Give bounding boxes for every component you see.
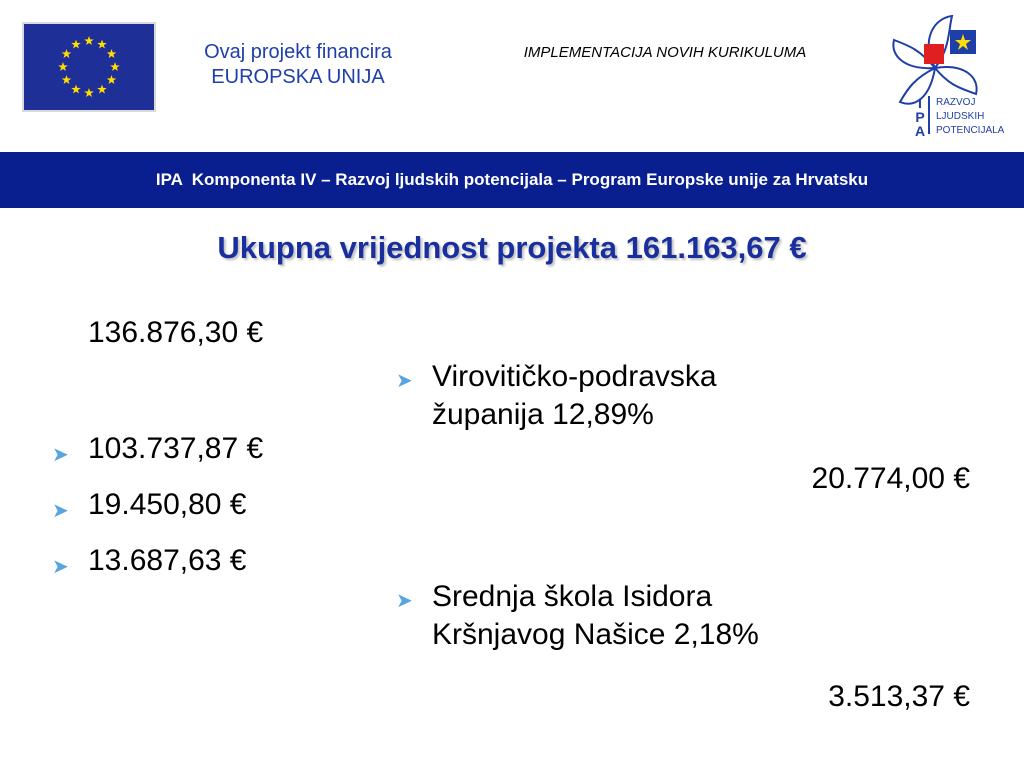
left-bullet-value: 13.687,63 € — [88, 544, 247, 577]
eu-star-icon — [107, 49, 117, 58]
eu-star-icon — [58, 62, 68, 71]
county-share-line-2: županija 12,89% — [432, 398, 654, 431]
left-bullet-value: 19.450,80 € — [88, 488, 247, 521]
program-title: IMPLEMENTACIJA NOVIH KURIKULUMA — [523, 44, 807, 61]
ipa-word: RAZVOJ — [936, 97, 976, 108]
bullet-arrow-icon: ➤ — [396, 590, 413, 612]
eu-star-icon — [97, 85, 107, 94]
eu-star-icon — [84, 88, 94, 97]
eu-star-icon — [62, 49, 72, 58]
banner-text: IPA Komponenta IV – Razvoj ljudskih potencijala – Program Europske unije za Hrvatsku — [155, 170, 869, 189]
ipa-logo-letters — [910, 96, 930, 138]
eu-star-icon — [97, 39, 107, 48]
bullet-arrow-icon: ➤ — [52, 444, 69, 466]
county-amount: 20.774,00 € — [811, 462, 970, 495]
ipa-letter: A — [914, 123, 926, 139]
school-amount: 3.513,37 € — [828, 680, 970, 713]
eu-star-icon — [107, 75, 117, 84]
county-share — [432, 358, 717, 434]
school-share-line-2: Kršnjavog Našice 2,18% — [432, 618, 759, 651]
funding-statement — [168, 40, 428, 90]
bullet-arrow-icon: ➤ — [396, 370, 413, 392]
eu-star-icon — [71, 85, 81, 94]
county-share-line-1: Virovitičko-podravska — [432, 360, 717, 393]
eu-flag-icon — [22, 22, 156, 112]
funding-line-1: Ovaj projekt financira — [204, 41, 392, 63]
left-bullet-value: 103.737,87 € — [88, 432, 264, 465]
bullet-arrow-icon: ➤ — [52, 500, 69, 522]
total-value-top: 136.876,30 € — [88, 316, 264, 349]
ipa-word: POTENCIJALA — [936, 125, 1005, 136]
eu-star-icon — [71, 39, 81, 48]
ipa-word: LJUDSKIH — [936, 111, 985, 122]
funding-line-2: EUROPSKA UNIJA — [211, 66, 385, 88]
eu-star-icon — [110, 62, 120, 71]
ipa-letter: P — [915, 109, 925, 125]
school-share-line-1: Srednja škola Isidora — [432, 580, 713, 613]
eu-star-icon — [84, 36, 94, 45]
eu-star-icon — [62, 75, 72, 84]
ipa-logo-words — [936, 96, 1016, 138]
slide-title: Ukupna vrijednost projekta 161.163,67 € — [217, 230, 807, 265]
bullet-arrow-icon: ➤ — [52, 556, 69, 578]
school-share — [432, 578, 759, 654]
ipa-component-banner — [0, 152, 1024, 208]
ipa-letter: I — [918, 95, 922, 111]
